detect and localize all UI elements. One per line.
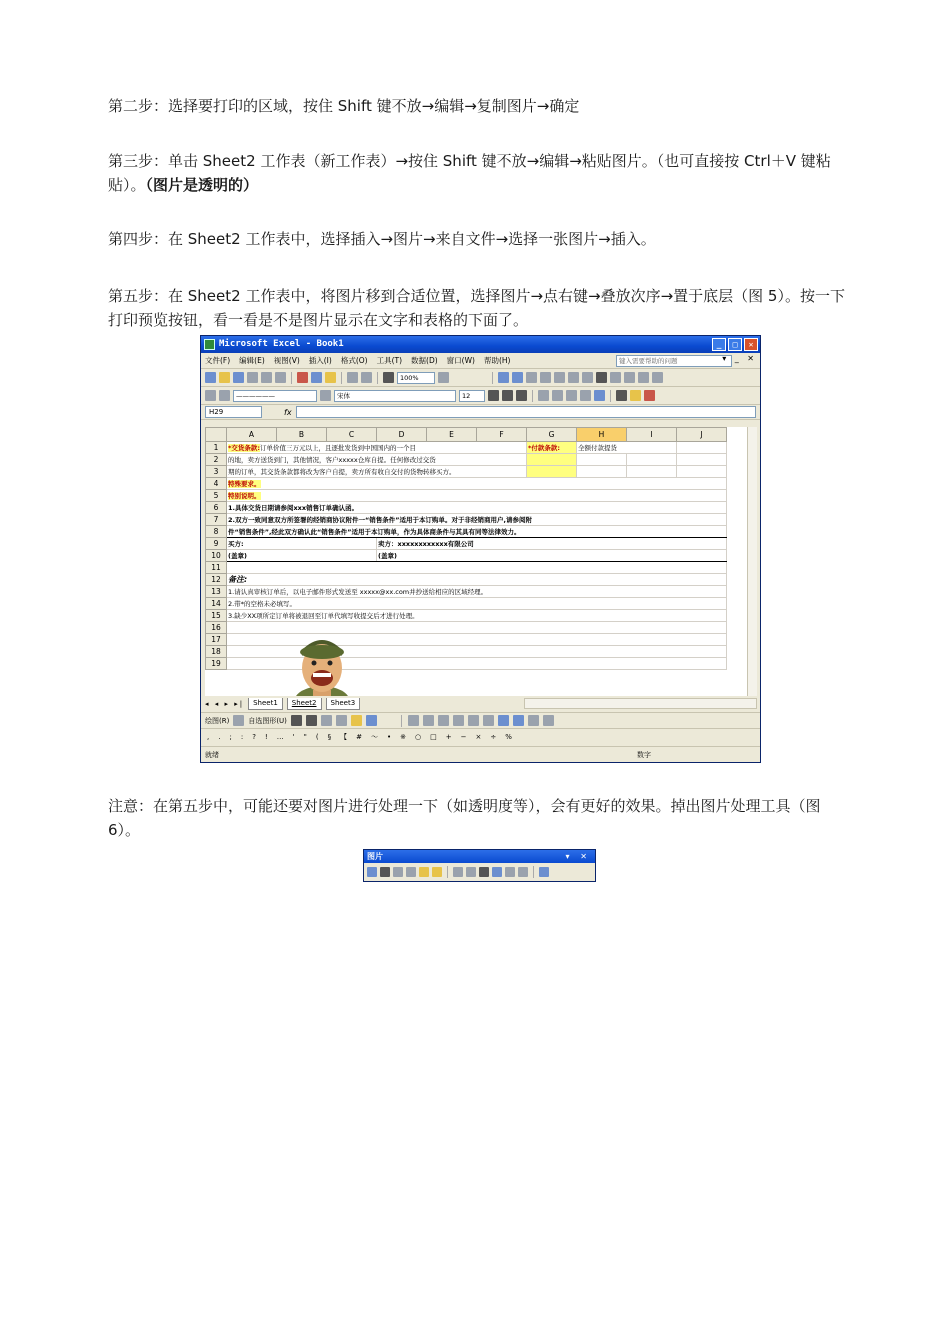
symbol-paren[interactable]: ( bbox=[315, 732, 319, 741]
cell-h1-label[interactable]: *付款条款: bbox=[527, 442, 577, 454]
symbol-percent[interactable]: % bbox=[505, 732, 512, 741]
underline-icon[interactable] bbox=[516, 390, 527, 401]
vertical-scrollbar[interactable] bbox=[747, 427, 757, 696]
picture-contrast-icon[interactable] bbox=[540, 372, 551, 383]
reset-picture-icon[interactable] bbox=[539, 867, 549, 877]
step-3-bold: （图片是透明的） bbox=[145, 176, 259, 194]
symbol-circle[interactable]: ○ bbox=[415, 732, 422, 741]
grid-tool-icon[interactable] bbox=[498, 715, 509, 726]
insert-picture-icon[interactable] bbox=[483, 715, 494, 726]
color-icon[interactable] bbox=[380, 867, 390, 877]
col-header-j[interactable]: J bbox=[677, 428, 727, 442]
symbol-minus[interactable]: − bbox=[460, 732, 467, 741]
col-header-g[interactable]: G bbox=[527, 428, 577, 442]
pencil-icon[interactable] bbox=[219, 390, 230, 401]
symbol-section[interactable]: § bbox=[327, 732, 332, 741]
sheet-nav-arrows[interactable]: ◂ ◂ ▸ ▸| bbox=[205, 699, 245, 708]
compress-icon[interactable] bbox=[610, 372, 621, 383]
select-all-corner[interactable] bbox=[206, 428, 227, 442]
row-header[interactable]: 16 bbox=[206, 622, 227, 634]
symbol-toolbar bbox=[201, 728, 761, 744]
toolbar-options-close-icon[interactable]: ▾ ✕ bbox=[565, 852, 591, 861]
border-draw-icon[interactable] bbox=[205, 390, 216, 401]
cell[interactable] bbox=[677, 454, 727, 466]
open-icon[interactable] bbox=[219, 372, 230, 383]
menu-data[interactable]: 数据(D) bbox=[411, 356, 438, 365]
row-header[interactable]: 13 bbox=[206, 586, 227, 598]
symbol-ellipsis[interactable]: … bbox=[276, 732, 284, 741]
zoom-combo[interactable]: 100% bbox=[397, 372, 435, 384]
compress-pictures-icon[interactable] bbox=[492, 867, 502, 877]
help-search-input[interactable]: 键入需要帮助的问题 bbox=[616, 355, 732, 367]
symbol-square[interactable]: □ bbox=[430, 732, 437, 741]
rectangle-icon[interactable] bbox=[321, 715, 332, 726]
cell[interactable] bbox=[627, 466, 677, 478]
fill-color-draw-icon[interactable] bbox=[351, 715, 362, 726]
cell[interactable] bbox=[677, 466, 727, 478]
cell-a7[interactable]: 2.双方一致同意双方所签署的经销商协议附件一“销售条件”适用于本订购单。对于非经销商用户,请参阅附 bbox=[227, 514, 727, 526]
line-color-draw-icon[interactable] bbox=[366, 715, 377, 726]
row-header[interactable]: 17 bbox=[206, 634, 227, 646]
cartoon-figure-image[interactable] bbox=[289, 632, 355, 696]
formula-bar bbox=[201, 405, 760, 420]
col-header-e[interactable]: E bbox=[427, 428, 477, 442]
col-header-f[interactable]: F bbox=[477, 428, 527, 442]
minimize-button[interactable]: _ bbox=[712, 338, 726, 351]
cell-d10[interactable]: (盖章) bbox=[377, 550, 727, 562]
textbox-icon[interactable] bbox=[438, 715, 449, 726]
excel-window-screenshot bbox=[200, 335, 761, 763]
step-3-text bbox=[108, 149, 856, 197]
cell-d9[interactable]: 卖方：xxxxxxxxxxxx有限公司 bbox=[377, 538, 727, 550]
menu-insert[interactable]: 插入(I) bbox=[308, 356, 332, 365]
more-brightness-icon[interactable] bbox=[419, 867, 429, 877]
less-brightness-icon[interactable] bbox=[432, 867, 442, 877]
row-header[interactable]: 2 bbox=[206, 454, 227, 466]
crop-icon[interactable] bbox=[453, 867, 463, 877]
permission-icon[interactable] bbox=[247, 372, 258, 383]
percent-icon[interactable] bbox=[594, 390, 605, 401]
symbol-colon[interactable]: : bbox=[240, 732, 244, 741]
cell-a4[interactable]: 特殊要求。 bbox=[227, 478, 727, 490]
undo-icon[interactable] bbox=[347, 372, 358, 383]
row-header[interactable]: 1 bbox=[206, 442, 227, 454]
crop-icon[interactable] bbox=[568, 372, 579, 383]
group-icon[interactable] bbox=[528, 715, 539, 726]
format-picture-icon[interactable] bbox=[505, 867, 515, 877]
cell-a15[interactable]: 3.缺少XX项所定订单将被退回至订单代填写收提交后才进行处理。 bbox=[227, 610, 727, 622]
symbol-bracket[interactable]: 【 bbox=[340, 732, 348, 741]
close-button[interactable]: ✕ bbox=[744, 338, 758, 351]
menu-window[interactable]: 窗口(W) bbox=[446, 356, 475, 365]
symbol-semicolon[interactable]: ; bbox=[229, 732, 232, 741]
worksheet-grid bbox=[205, 427, 750, 696]
order-icon[interactable] bbox=[543, 715, 554, 726]
reset-picture-icon[interactable] bbox=[652, 372, 663, 383]
insert-picture-icon[interactable] bbox=[367, 867, 377, 877]
new-icon[interactable] bbox=[205, 372, 216, 383]
autosum-icon[interactable] bbox=[383, 372, 394, 383]
standard-toolbar bbox=[201, 369, 760, 387]
step-2-text: 第二步：选择要打印的区域，按住 Shift 键不放→编辑→复制图片→确定 bbox=[108, 97, 580, 115]
picture-toolbar-icons bbox=[364, 863, 595, 881]
line-color-icon[interactable] bbox=[320, 390, 331, 401]
cell-a3[interactable]: 期的订单，其交货条款都将改为客户自提，卖方所有收自交付的货物转移买方。 bbox=[227, 466, 527, 478]
fx-icon[interactable]: fx bbox=[284, 407, 292, 417]
symbol-star[interactable]: ※ bbox=[400, 732, 407, 741]
line-icon[interactable] bbox=[291, 715, 302, 726]
step-3-main: 第三步：单击 Sheet2 工作表（新工作表）→按住 Shift 键不放→编辑→粘贴图片。（也可直接按 Ctrl＋V 键粘贴）。 bbox=[108, 152, 831, 194]
row-header[interactable]: 4 bbox=[206, 478, 227, 490]
col-header-d[interactable]: D bbox=[377, 428, 427, 442]
cell[interactable] bbox=[627, 454, 677, 466]
status-bar bbox=[201, 746, 760, 762]
excel-app-icon bbox=[204, 339, 215, 350]
row-header[interactable]: 9 bbox=[206, 538, 227, 550]
symbol-question[interactable]: ? bbox=[252, 732, 256, 741]
step-4-text: 第四步：在 Sheet2 工作表中，选择插入→图片→来自文件→选择一张图片→插入。 bbox=[108, 230, 656, 248]
picture-toolbar-screenshot bbox=[363, 849, 596, 882]
drawing-toolbar bbox=[201, 712, 761, 728]
autoshapes-menu[interactable]: 自选图形(U) bbox=[248, 716, 287, 725]
bold-icon[interactable] bbox=[488, 390, 499, 401]
chart-icon[interactable] bbox=[498, 372, 509, 383]
symbol-period[interactable]: . bbox=[218, 732, 221, 741]
align-tool-icon[interactable] bbox=[513, 715, 524, 726]
row-header[interactable]: 19 bbox=[206, 658, 227, 670]
symbol-exclaim[interactable]: ! bbox=[264, 732, 268, 741]
rotate-icon[interactable] bbox=[582, 372, 593, 383]
formatting-toolbar bbox=[201, 387, 760, 405]
cell[interactable] bbox=[227, 562, 727, 574]
redo-icon[interactable] bbox=[361, 372, 372, 383]
row-header[interactable]: 5 bbox=[206, 490, 227, 502]
picture-toolbar-title: 图片 bbox=[367, 852, 383, 861]
cell-a8[interactable]: 件“销售条件”,经此双方确认此“销售条件”适用于本订购单，作为具体商条件与其具有同等法律效力。 bbox=[227, 526, 727, 538]
fill-color-icon[interactable] bbox=[630, 390, 641, 401]
sheet-tab-1[interactable]: Sheet1 bbox=[248, 698, 283, 710]
cell-a2[interactable]: 的地，卖方送货到门，其他情况，客户xxxxx仓库自提。任何修改过交货 bbox=[227, 454, 527, 466]
cell-a6[interactable]: 1.具体交货日期请参阅xxx销售订单确认函。 bbox=[227, 502, 727, 514]
cell-a5[interactable]: 特别说明。 bbox=[227, 490, 727, 502]
picture-toolbar-title-bar bbox=[364, 850, 595, 863]
symbol-quote[interactable]: ' bbox=[292, 732, 295, 741]
row-header[interactable]: 8 bbox=[206, 526, 227, 538]
symbol-tilde[interactable]: ～ bbox=[371, 732, 378, 741]
document-window-controls[interactable]: ▾ _ ✕ bbox=[722, 354, 757, 363]
cell[interactable] bbox=[677, 442, 727, 454]
print-icon[interactable] bbox=[261, 372, 272, 383]
excel-title: Microsoft Excel - Book1 bbox=[219, 339, 344, 349]
row-header[interactable]: 6 bbox=[206, 502, 227, 514]
row-header[interactable]: 14 bbox=[206, 598, 227, 610]
sheet-tabs-bar bbox=[205, 697, 757, 710]
print-preview-icon[interactable] bbox=[275, 372, 286, 383]
col-header-i[interactable]: I bbox=[627, 428, 677, 442]
cell-a1[interactable]: *交货条款:订单价值三万元以上，且逐批发货到中国国内的一个目 bbox=[227, 442, 527, 454]
col-header-c[interactable]: C bbox=[327, 428, 377, 442]
sheet-tab-2[interactable]: Sheet2 bbox=[287, 698, 322, 710]
status-ready: 就绪 bbox=[205, 751, 219, 759]
select-objects-icon[interactable] bbox=[233, 715, 244, 726]
font-size-combo[interactable]: 12 bbox=[459, 390, 485, 402]
rotate-left-icon[interactable] bbox=[466, 867, 476, 877]
symbol-dquote[interactable]: " bbox=[303, 732, 307, 741]
oval-icon[interactable] bbox=[336, 715, 347, 726]
row-header[interactable]: 10 bbox=[206, 550, 227, 562]
picture-color-icon[interactable] bbox=[526, 372, 537, 383]
row-header[interactable]: 18 bbox=[206, 646, 227, 658]
line-style-combo[interactable]: —————— bbox=[233, 390, 317, 402]
menu-tools[interactable]: 工具(T) bbox=[376, 356, 403, 365]
symbol-times[interactable]: × bbox=[475, 732, 482, 741]
wordart-icon[interactable] bbox=[423, 715, 434, 726]
col-header-b[interactable]: B bbox=[277, 428, 327, 442]
cell[interactable] bbox=[527, 454, 577, 466]
font-color-icon[interactable] bbox=[644, 390, 655, 401]
menu-bar bbox=[201, 353, 760, 369]
symbol-divide[interactable]: ÷ bbox=[490, 732, 497, 741]
align-center-icon[interactable] bbox=[552, 390, 563, 401]
note-text: 注意：在第五步中，可能还要对图片进行处理一下（如透明度等），会有更好的效果。掉出图片处理工具（图 6）。 bbox=[108, 797, 821, 839]
row-header[interactable]: 3 bbox=[206, 466, 227, 478]
step-5-text: 第五步：在 Sheet2 工作表中，将图片移到合适位置，选择图片→点右键→叠放次序→置于底层（图 5）。按一下打印预览按钮，看一看是不是图片显示在文字和表格的下面了。 bbox=[108, 287, 845, 329]
menu-file[interactable]: 文件(F) bbox=[205, 356, 231, 365]
formula-input[interactable] bbox=[296, 406, 756, 418]
merge-center-icon[interactable] bbox=[580, 390, 591, 401]
cell[interactable] bbox=[577, 454, 627, 466]
more-contrast-icon[interactable] bbox=[393, 867, 403, 877]
row-header[interactable]: 15 bbox=[206, 610, 227, 622]
line-style-icon[interactable] bbox=[596, 372, 607, 383]
clipart-icon[interactable] bbox=[468, 715, 479, 726]
cell[interactable] bbox=[527, 466, 577, 478]
draw-menu[interactable]: 绘图(R) bbox=[205, 716, 230, 725]
cell-a14[interactable]: 2.带*的空格未必填写。 bbox=[227, 598, 727, 610]
cell-a9[interactable]: 买方: bbox=[227, 538, 377, 550]
cell-a13[interactable]: 1.请认真审核订单后，以电子邮件形式发送至 xxxxx@xx.com并抄送给相应的区域经理。 bbox=[227, 586, 727, 598]
align-left-icon[interactable] bbox=[538, 390, 549, 401]
row-header[interactable]: 11 bbox=[206, 562, 227, 574]
symbol-comma[interactable]: , bbox=[207, 732, 210, 741]
cell[interactable] bbox=[577, 466, 627, 478]
symbol-plus[interactable]: + bbox=[445, 732, 452, 741]
transparent-color-icon[interactable] bbox=[638, 372, 649, 383]
format-picture-icon[interactable] bbox=[624, 372, 635, 383]
text-tools-icon[interactable] bbox=[408, 715, 419, 726]
menu-view[interactable]: 视图(V) bbox=[273, 356, 300, 365]
set-transparent-color-icon[interactable] bbox=[518, 867, 528, 877]
symbol-bullet[interactable]: • bbox=[387, 732, 392, 741]
horizontal-scrollbar[interactable] bbox=[524, 698, 757, 709]
row-header[interactable]: 7 bbox=[206, 514, 227, 526]
drawing-icon[interactable] bbox=[512, 372, 523, 383]
cut-icon[interactable] bbox=[297, 372, 308, 383]
line-style-icon[interactable] bbox=[479, 867, 489, 877]
col-header-h[interactable]: H bbox=[577, 428, 627, 442]
sheet-tab-3[interactable]: Sheet3 bbox=[326, 698, 361, 710]
copy-icon[interactable] bbox=[311, 372, 322, 383]
paste-icon[interactable] bbox=[325, 372, 336, 383]
cell-i1[interactable]: 全额付款提货 bbox=[577, 442, 677, 454]
row-header[interactable]: 12 bbox=[206, 574, 227, 586]
help-icon[interactable] bbox=[438, 372, 449, 383]
symbol-hash[interactable]: # bbox=[356, 732, 362, 741]
name-box[interactable]: H29 bbox=[205, 406, 262, 418]
save-icon[interactable] bbox=[233, 372, 244, 383]
borders-icon[interactable] bbox=[616, 390, 627, 401]
menu-help[interactable]: 帮助(H) bbox=[483, 356, 511, 365]
maximize-button[interactable]: □ bbox=[728, 338, 742, 351]
less-contrast-icon[interactable] bbox=[406, 867, 416, 877]
align-right-icon[interactable] bbox=[566, 390, 577, 401]
arrow-icon[interactable] bbox=[306, 715, 317, 726]
excel-title-bar bbox=[201, 336, 760, 353]
diagram-icon[interactable] bbox=[453, 715, 464, 726]
menu-edit[interactable]: 编辑(E) bbox=[239, 356, 265, 365]
status-num: 数字 bbox=[637, 751, 651, 759]
italic-icon[interactable] bbox=[502, 390, 513, 401]
menu-format[interactable]: 格式(O) bbox=[340, 356, 368, 365]
col-header-a[interactable]: A bbox=[227, 428, 277, 442]
cell-a12[interactable]: 备注: bbox=[227, 574, 727, 586]
cell-a10[interactable]: (盖章) bbox=[227, 550, 377, 562]
font-name-combo[interactable]: 宋体 bbox=[334, 390, 456, 402]
picture-brightness-icon[interactable] bbox=[554, 372, 565, 383]
